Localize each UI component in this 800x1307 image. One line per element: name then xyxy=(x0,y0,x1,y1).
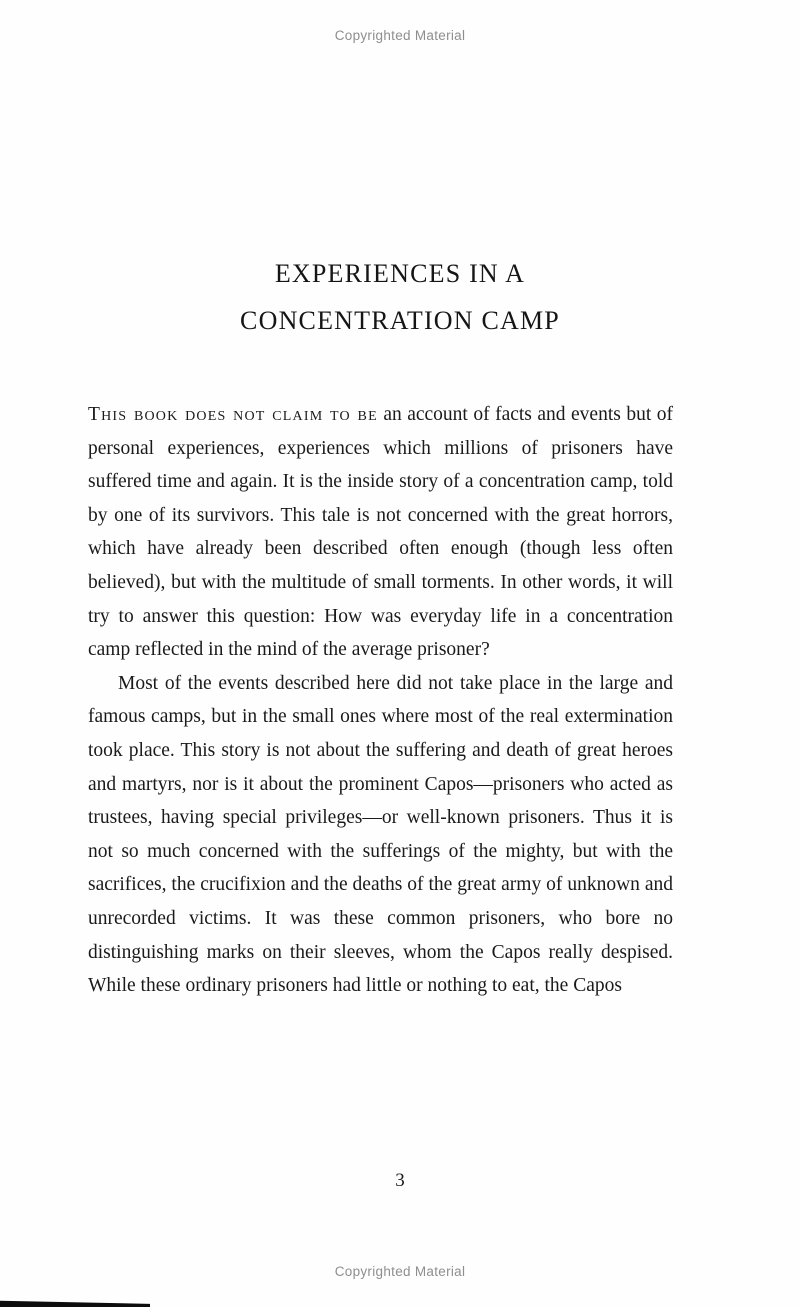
paragraph-one-text: an account of facts and events but of personal experiences, experiences which millions of prisoners have suffered time and again. It is the inside story of a concentration camp, told by one of its survivors. This tale is not concerned with the great horrors, which have already been described often enough (though less often believed), but with the multitude of small torments. In other words, it will try to answer this question: How was everyday life in a concentration camp reflected in the mind of the average prisoner? xyxy=(88,404,673,661)
chapter-title xyxy=(0,250,800,344)
body-text xyxy=(88,398,673,1003)
copyright-notice-bottom: Copyrighted Material xyxy=(334,1264,466,1279)
scan-edge-artifact xyxy=(0,1300,150,1307)
chapter-title-line2: CONCENTRATION CAMP xyxy=(240,306,560,335)
chapter-title-line1: EXPERIENCES IN A xyxy=(274,259,526,288)
page-number: 3 xyxy=(395,1170,405,1191)
paragraph-one xyxy=(88,398,673,667)
lead-in-small-caps: This book does not claim to be xyxy=(88,404,378,425)
copyright-notice-top: Copyrighted Material xyxy=(334,28,466,43)
paragraph-two: Most of the events described here did not take place in the large and famous camps, but in the small ones where most of the real extermination took place. This story is not about the suffering and death of great heroes and martyrs, nor is it about the prominent Capos—prisoners who acted as trustees, having special privileges—or well-known prisoners. Thus it is not so much concerned with the sufferings of the mighty, but with the sacrifices, the crucifixion and the deaths of the great army of unknown and unrecorded victims. It was these common prisoners, who bore no distinguishing marks on their sleeves, whom the Capos really despised. While these ordinary prisoners had little or nothing to eat, the Capos xyxy=(88,672,673,997)
